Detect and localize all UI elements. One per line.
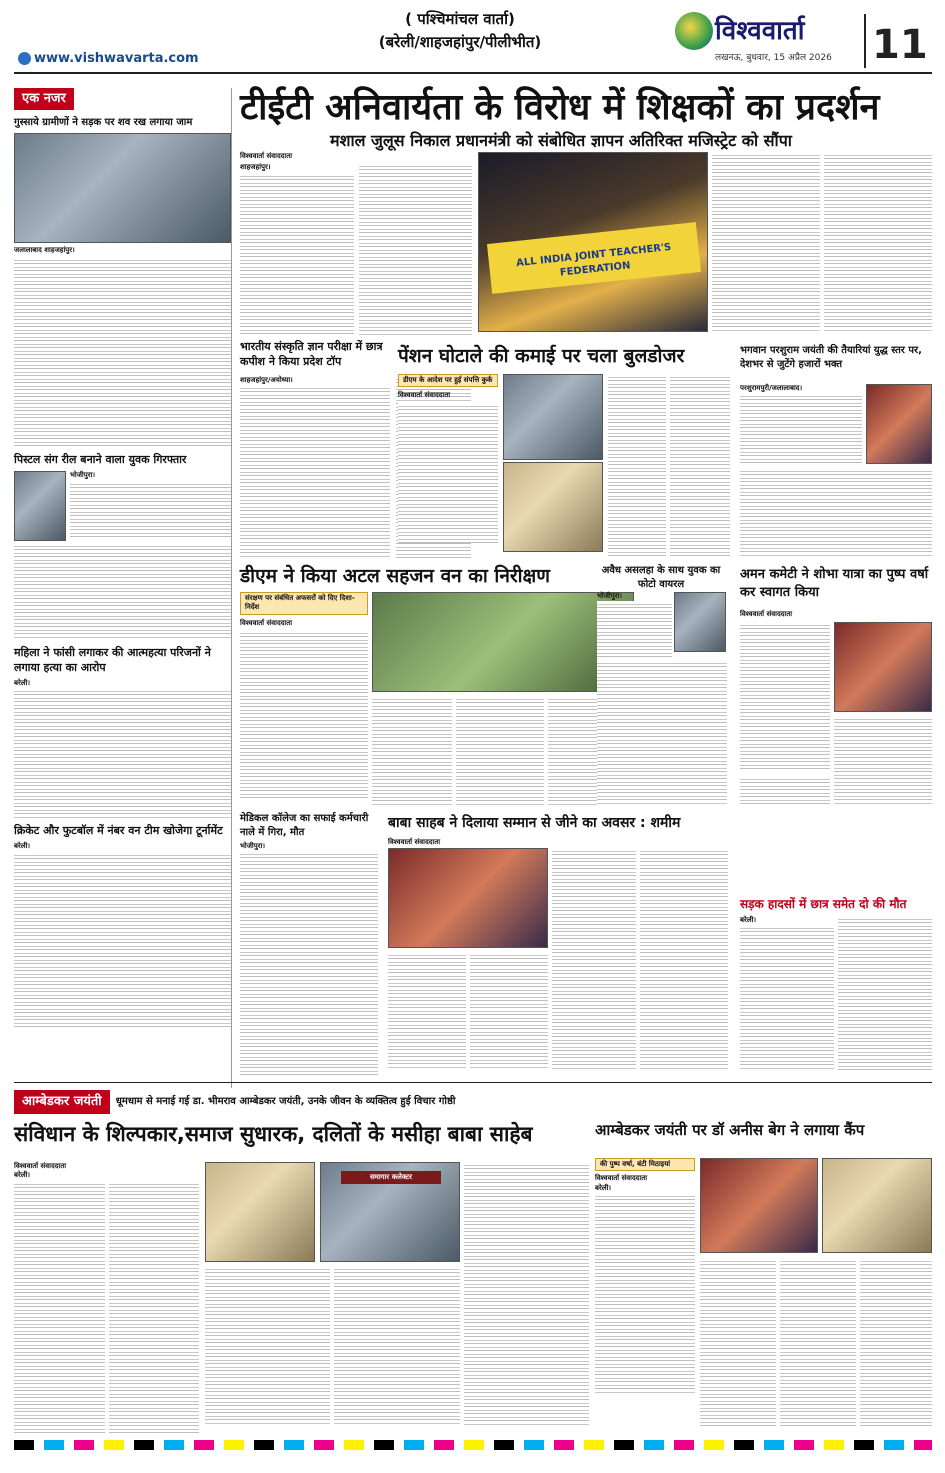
anis-body-col4 [860,1258,932,1426]
baba-body-col2 [470,952,548,1070]
samvidhan-photo-statue [205,1162,315,1262]
samvidhan-body-col4 [334,1266,460,1426]
dm-photo [372,592,634,692]
samvidhan-photo-hall [320,1162,460,1262]
anis-body-col2 [700,1258,776,1426]
story3-dateline: बरेली। [14,679,31,688]
globe-icon [18,52,31,65]
ambedkar-tag: आम्बेडकर जयंती [14,1090,110,1114]
samvidhan-text-block [14,1162,199,1436]
samagar-sign: समागार कलेक्टर [341,1171,441,1184]
sadak-dateline: बरेली। [740,916,757,924]
edition-line1: ( पश्चिमांचल वार्ता) [405,10,515,28]
pension-body-col1 [398,403,498,543]
story4-dateline: बरेली। [14,842,31,851]
story3-headline[interactable]: महिला ने फांसी लगाकर की आत्महत्या परिजनों ने लगाया हत्या का आरोप [14,646,211,675]
story2-body-a [70,481,231,539]
anis-tag: की पुष्प वर्षा, बंटी मिठाइयां [595,1158,695,1171]
anis-body-col3 [780,1258,856,1426]
anis-text-block [595,1158,695,1393]
baba-body-col1 [388,952,466,1070]
dm-headline[interactable]: डीएम ने किया अटल सहजन वन का निरीक्षण [240,565,550,587]
dm-body-col1 [240,630,368,798]
aman-body-col2 [834,716,932,806]
avaidh-body-a [597,601,672,661]
aman-headline[interactable]: अमन कमेटी ने शोभा यात्रा का पुष्प वर्षा कर स्वागत किया [740,567,929,600]
bhartiya-story [240,340,390,370]
samvidhan-dateline: बरेली। [14,1171,31,1180]
anis-photo-2 [822,1158,932,1253]
lead-photo [478,152,708,332]
baba-body-col4 [640,848,728,1070]
samvidhan-body-col3 [205,1266,330,1426]
medical-body [240,851,378,1076]
pension-byline: विश्ववार्ता संवाददाता [398,391,451,400]
story1-body [14,257,231,447]
header-rule [14,72,932,74]
bhartiya-dateline: शाहजहांपुर/अयोध्या। [240,376,293,384]
aman-byline: विश्ववार्ता संवाददाता [740,610,793,618]
site-url[interactable] [18,50,199,68]
sadak-headline[interactable]: सड़क हादसों में छात्र समेत दो की मौत [740,897,907,911]
dm-body-col2 [372,696,452,806]
brand-logo-icon [675,12,713,50]
lead-dateline: शाहजहांपुर। [240,163,271,172]
story2-headline[interactable]: पिस्टल संग रील बनाने वाला युवक गिरफ्तार [14,453,187,467]
story2-body-b [14,543,231,638]
anis-byline: विश्ववार्ता संवाददाता [595,1174,648,1183]
dm-body-col3 [456,696,544,806]
story4-body [14,852,231,1030]
story1-headline[interactable]: गुस्साये ग्रामीणों ने सड़क पर शव रख लगाया जाम [14,116,193,128]
story2-dateline: भोजीपुरा। [70,471,96,480]
sadak-body-col2 [838,916,932,1070]
baba-headline[interactable]: बाबा साहब ने दिलाया सम्मान से जीने का अवसर : शमीम [388,815,681,831]
parshuram-headline[interactable]: भगवान परशुराम जयंती की तैयारियां युद्ध स्तर पर, देशभर से जुटेंगे हजारों भक्त [740,345,922,370]
pension-tag-block [398,374,498,543]
sadak-body-col1 [740,925,834,1070]
story4-headline[interactable]: क्रिकेट और फुटबॉल में नंबर वन टीम खोजेगा टूर्नामेंट [14,824,223,838]
pension-headline[interactable]: पेंशन घोटाले की कमाई पर चला बुलडोजर [398,345,685,367]
bhartiya-body-col1 [240,385,390,557]
aman-body-col3 [740,776,830,806]
dm-tag-block [240,592,368,798]
pension-body-col2 [608,374,666,556]
site-url-text: www.vishwavarta.com [34,51,199,66]
ek-nazar-column [14,88,232,1088]
aman-photo [834,622,932,712]
lead-headline[interactable]: टीईटी अनिवार्यता के विरोध में शिक्षकों का प्रदर्शन [240,87,880,128]
baba-byline: विश्ववार्ता संवाददाता [388,838,441,846]
pension-photo-1 [503,374,603,460]
bhartiya-headline[interactable]: भारतीय संस्कृति ज्ञान परीक्षा में छात्र कपीश ने किया प्रदेश टॉप [240,340,383,368]
bottom-rule [14,1082,932,1083]
medical-dateline: भोजीपुरा। [240,842,266,850]
samvidhan-headline[interactable]: संविधान के शिल्पकार,समाज सुधारक, दलितों के मसीहा बाबा साहेब [14,1122,533,1146]
story1-photo [14,133,231,243]
brand-name: विश्ववार्ता [715,16,805,46]
lead-body-col3 [712,152,820,332]
ambedkar-line[interactable]: धूमधाम से मनाई गई डा. भीमराव आम्बेडकर जयंती, उनके जीवन के व्यक्तित्व हुई विचार गोष्ठी [115,1096,456,1108]
issue-date: लखनऊ, बुधवार, 15 अप्रैल 2026 [715,53,832,63]
pension-tag: डीएम के आदेश पर हुई संपत्ति कुर्क [398,374,498,387]
samvidhan-body-col2 [109,1181,200,1436]
edition-block [330,8,590,53]
page-number: 11 [872,22,928,68]
avaidh-text-block [597,592,672,661]
pension-body-col3 [670,374,730,556]
medical-text-block [240,842,378,1076]
story2-photo [14,471,66,541]
samvidhan-byline: विश्ववार्ता संवाददाता [14,1162,67,1170]
lead-text-block [240,152,472,332]
lead-subhead: मशाल जुलूस निकाल प्रधानमंत्री को संबोधित ज्ञापन अतिरिक्त मजिस्ट्रेट को सौंपा [330,131,792,150]
sadak-text-block [740,916,834,1070]
avaidh-dateline: भोजीपुरा। [597,592,623,600]
lead-body-col4 [824,152,932,332]
anis-headline[interactable]: आम्बेडकर जयंती पर डॉ अनीस बेग ने लगाया कैंप [595,1121,865,1139]
lead-byline: विश्ववार्ता संवाददाता [240,152,293,160]
page-number-divider [864,14,866,68]
lead-body-col1 [240,173,354,335]
avaidh-headline[interactable]: अवैध असलहा के साथ युवक का फोटो वायरल [597,564,725,591]
ek-nazar-label: एक नजर [14,88,74,110]
parshuram-text-block [740,384,862,463]
pension-photo-2 [503,462,603,552]
lead-body-col2 [359,163,473,335]
story3-body [14,688,231,818]
avaidh-photo [674,592,726,652]
parshuram-body-b [740,468,932,558]
anis-dateline: बरेली। [595,1183,612,1192]
dm-byline: विश्ववार्ता संवाददाता [240,618,293,627]
medical-headline[interactable]: मेडिकल कॉलेज का सफाई कर्मचारी नाले में गिरा, मौत [240,813,369,838]
avaidh-body-b [597,660,727,806]
edition-line2: (बरेली/शाहजहांपुर/पीलीभीत) [378,32,542,51]
ambedkar-band [14,1090,589,1114]
lead-photo-banner: ALL INDIA JOINT TEACHER'S FEDERATION [487,222,701,294]
bhartiya-text-block [240,376,390,557]
parshuram-dateline: परशुरामपुरी/जलालाबाद। [740,384,803,392]
anis-body-col1 [595,1193,695,1393]
samvidhan-body-col1 [14,1181,105,1436]
aman-body-col1 [740,622,830,772]
parshuram-photo [866,384,932,464]
dm-tag: संरक्षण पर संबंधित अफसरों को दिए दिशा-निर्देश [240,592,368,615]
baba-body-col3 [552,848,636,1070]
story1-dateline: जलालाबाद शाहजहांपुर। [14,246,75,255]
baba-photo [388,848,548,948]
color-calibration-bar [14,1440,932,1450]
samvidhan-body-col5 [464,1162,589,1426]
anis-photo-1 [700,1158,818,1253]
parshuram-body-a [740,393,862,463]
